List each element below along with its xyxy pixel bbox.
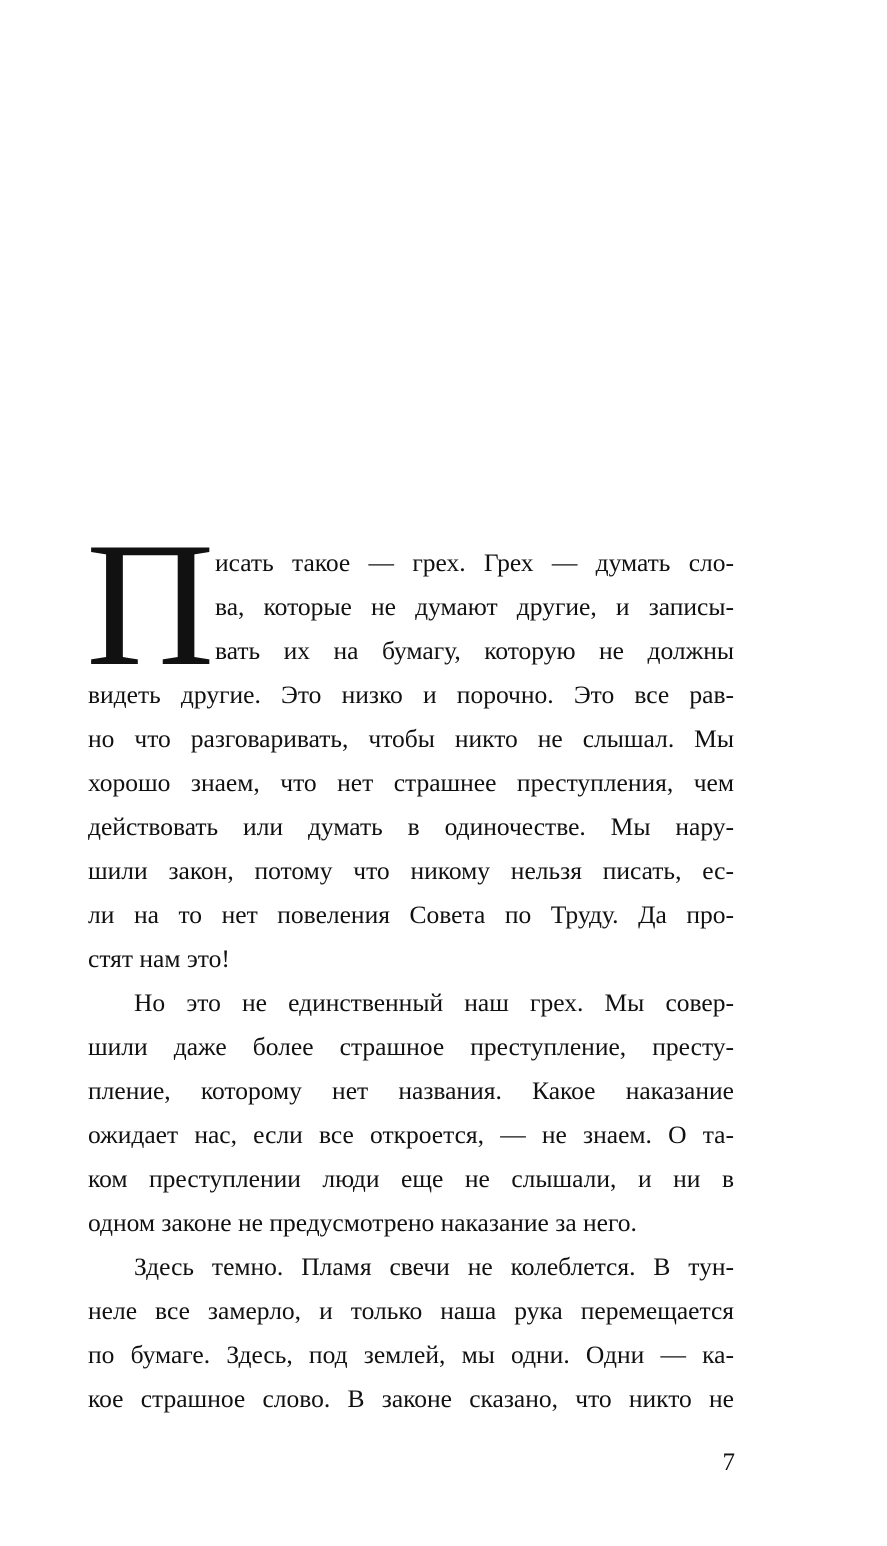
text-line: исать такое — грех. Грех — думать сло- [215, 548, 734, 577]
text-line: шили даже более страшное преступление, престу- [88, 1032, 734, 1061]
text-line: но что разговаривать, чтобы никто не слышал. Мы [88, 724, 734, 753]
text-line: видеть другие. Это низко и порочно. Это все рав- [88, 680, 734, 709]
text-line: вать их на бумагу, которую не должны [215, 636, 734, 665]
text-line: ва, которые не думают другие, и записы- [215, 592, 734, 621]
text-line: шили закон, потому что никому нельзя писать, ес- [88, 856, 734, 885]
text-line: ком преступлении люди еще не слышали, и ни в [88, 1164, 734, 1193]
text-line: неле все замерло, и только наша рука перемещается [88, 1296, 734, 1325]
text-line: ожидает нас, если все откроется, — не знаем. О та- [88, 1120, 734, 1149]
text-line: Здесь темно. Пламя свечи не колеблется. В тун- [134, 1252, 734, 1281]
text-line: действовать или думать в одиночестве. Мы нару- [88, 812, 734, 841]
text-line: по бумаге. Здесь, под землей, мы одни. Одни — ка- [88, 1340, 734, 1369]
drop-cap-letter: П [86, 505, 215, 703]
text-line: ли на то нет повеления Совета по Труду. Да про- [88, 900, 734, 929]
text-line: пление, которому нет названия. Какое наказание [88, 1076, 734, 1105]
page-number: 7 [722, 1449, 735, 1476]
text-line: кое страшное слово. В законе сказано, что никто не [88, 1384, 734, 1413]
text-line: хорошо знаем, что нет страшнее преступления, чем [88, 768, 734, 797]
body-text [88, 541, 734, 1421]
text-line: одном законе не предусмотрено наказание за него. [88, 1208, 637, 1237]
text-line: стят нам это! [88, 944, 230, 973]
text-line: Но это не единственный наш грех. Мы совер- [134, 988, 734, 1017]
